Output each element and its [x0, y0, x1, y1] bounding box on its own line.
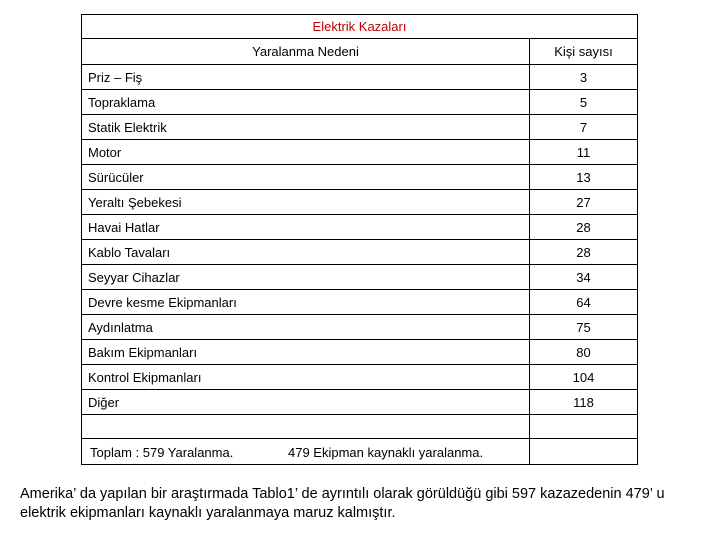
- reason-cell: Aydınlatma: [82, 315, 530, 340]
- reason-cell: Sürücüler: [82, 165, 530, 190]
- table-row: [82, 115, 638, 140]
- reason-cell: Seyyar Cihazlar: [82, 265, 530, 290]
- table-row: [82, 165, 638, 190]
- reason-cell: Priz – Fiş: [82, 65, 530, 90]
- reason-cell: Statik Elektrik: [82, 115, 530, 140]
- count-cell: 28: [530, 215, 638, 240]
- count-cell: 27: [530, 190, 638, 215]
- count-cell: 5: [530, 90, 638, 115]
- reason-cell: Devre kesme Ekipmanları: [82, 290, 530, 315]
- table-row: [82, 340, 638, 365]
- table-row: [82, 190, 638, 215]
- count-cell: 28: [530, 240, 638, 265]
- table-row: [82, 290, 638, 315]
- total-injuries-text: Toplam : 579 Yaralanma.: [90, 445, 234, 460]
- count-cell: 7: [530, 115, 638, 140]
- table-row: [82, 240, 638, 265]
- table-row: [82, 90, 638, 115]
- table-row: [82, 65, 638, 90]
- count-cell: 64: [530, 290, 638, 315]
- reason-cell: Yeraltı Şebekesi: [82, 190, 530, 215]
- count-cell: 118: [530, 390, 638, 415]
- table-row: [82, 315, 638, 340]
- count-cell: 75: [530, 315, 638, 340]
- table-title: Elektrik Kazaları: [82, 15, 638, 39]
- count-cell: 104: [530, 365, 638, 390]
- table-row: [82, 215, 638, 240]
- header-count: Kişi sayısı: [530, 39, 638, 65]
- total-row: [82, 439, 638, 465]
- table-row: [82, 365, 638, 390]
- table-row-empty: [82, 415, 638, 439]
- count-cell: 3: [530, 65, 638, 90]
- count-cell: 13: [530, 165, 638, 190]
- table-row: [82, 390, 638, 415]
- reason-cell: Kablo Tavaları: [82, 240, 530, 265]
- reason-cell: Kontrol Ekipmanları: [82, 365, 530, 390]
- table-row: [82, 265, 638, 290]
- electric-accidents-table: [81, 14, 638, 465]
- summary-paragraph: Amerika’ da yapılan bir araştırmada Tablo1’ de ayrıntılı olarak görüldüğü gibi 597 kazazedenin 479’ u elektrik ekipmanları kaynaklı yaralanmaya maruz kalmıştır.: [20, 486, 665, 521]
- equipment-injuries-text: 479 Ekipman kaynaklı yaralanma.: [288, 445, 484, 460]
- reason-cell: Bakım Ekipmanları: [82, 340, 530, 365]
- count-cell: 80: [530, 340, 638, 365]
- empty-cell: [530, 415, 638, 439]
- empty-cell: [82, 415, 530, 439]
- reason-cell: Havai Hatlar: [82, 215, 530, 240]
- empty-cell: [530, 439, 638, 465]
- total-cell: [82, 439, 530, 465]
- reason-cell: Topraklama: [82, 90, 530, 115]
- header-reason: Yaralanma Nedeni: [82, 39, 530, 65]
- reason-cell: Motor: [82, 140, 530, 165]
- count-cell: 34: [530, 265, 638, 290]
- table-row: [82, 140, 638, 165]
- count-cell: 11: [530, 140, 638, 165]
- reason-cell: Diğer: [82, 390, 530, 415]
